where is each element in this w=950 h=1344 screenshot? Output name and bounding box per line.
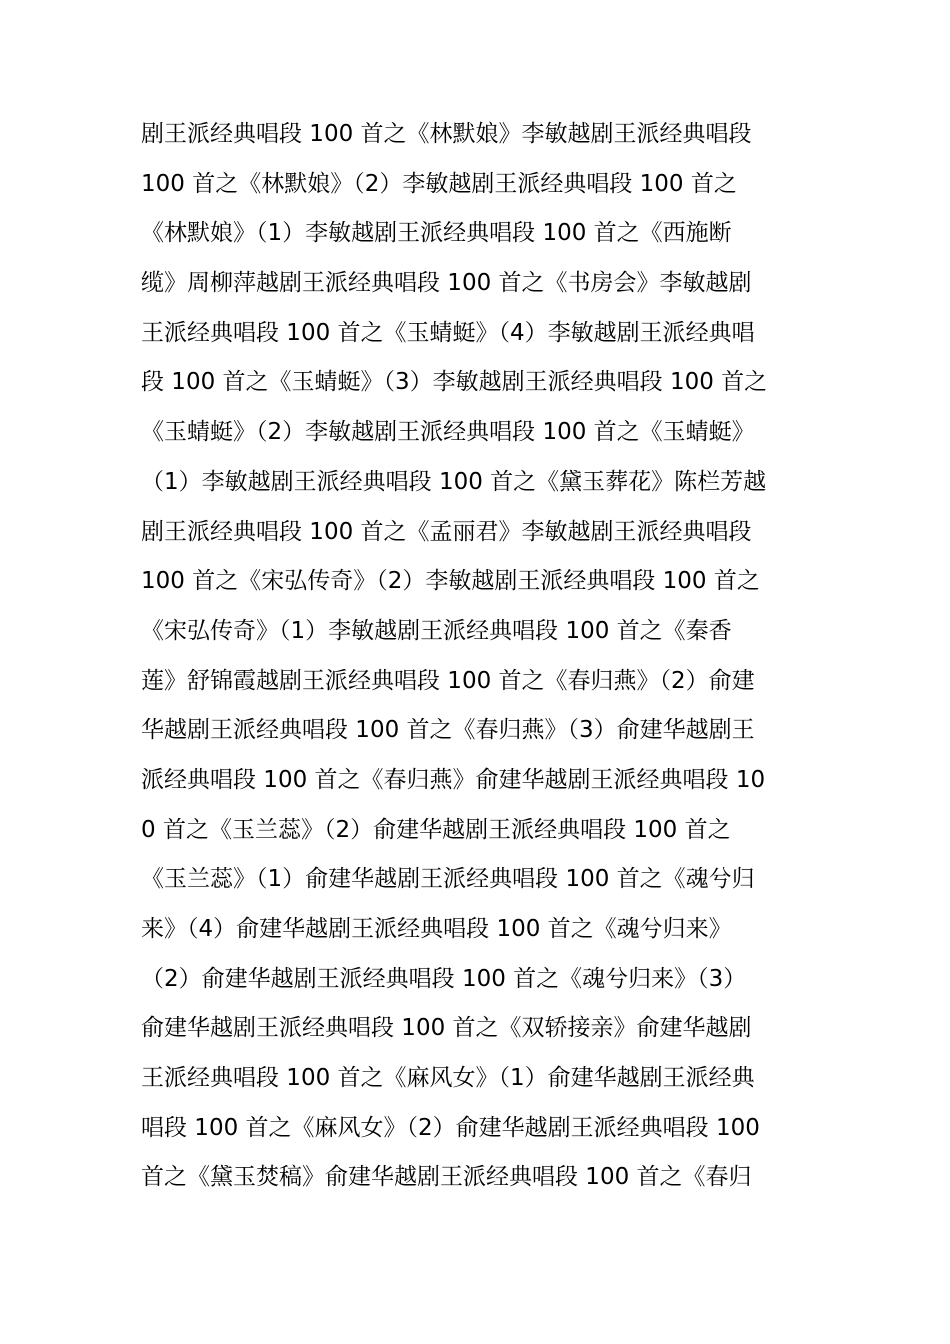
text-line: 缆》周柳萍越剧王派经典唱段 100 首之《书房会》李敏越剧: [141, 270, 752, 297]
text-line: 100 首之《林默娘》（2）李敏越剧王派经典唱段 100 首之: [141, 170, 737, 197]
text-line: 王派经典唱段 100 首之《玉蜻蜓》（4）李敏越剧王派经典唱: [141, 319, 755, 346]
text-line: 首之《黛玉焚稿》俞建华越剧王派经典唱段 100 首之《春归: [141, 1164, 752, 1191]
text-line: 《宋弘传奇》（1）李敏越剧王派经典唱段 100 首之《秦香: [141, 617, 732, 644]
body-text: [141, 110, 831, 1203]
text-line: 段 100 首之《玉蜻蜓》（3）李敏越剧王派经典唱段 100 首之: [141, 369, 768, 396]
text-line: 王派经典唱段 100 首之《麻风女》（1）俞建华越剧王派经典: [141, 1065, 755, 1092]
text-line: 剧王派经典唱段 100 首之《孟丽君》李敏越剧王派经典唱段: [141, 518, 752, 545]
text-line: 100 首之《宋弘传奇》（2）李敏越剧王派经典唱段 100 首之: [141, 568, 760, 595]
text-line: 0 首之《玉兰蕊》（2）俞建华越剧王派经典唱段 100 首之: [141, 816, 731, 843]
text-line: 华越剧王派经典唱段 100 首之《春归燕》（3）俞建华越剧王: [141, 717, 755, 744]
text-line: 来》（4）俞建华越剧王派经典唱段 100 首之《魂兮归来》: [141, 916, 732, 942]
text-line: （1）李敏越剧王派经典唱段 100 首之《黛玉葬花》陈栏芳越: [141, 468, 767, 495]
text-line: 莲》舒锦霞越剧王派经典唱段 100 首之《春归燕》（2）俞建: [141, 667, 755, 694]
text-line: 唱段 100 首之《麻风女》（2）俞建华越剧王派经典唱段 100: [141, 1114, 760, 1141]
text-line: 《玉兰蕊》（1）俞建华越剧王派经典唱段 100 首之《魂兮归: [141, 866, 755, 893]
text-line: 剧王派经典唱段 100 首之《林默娘》李敏越剧王派经典唱段: [141, 121, 752, 147]
text-line: （2）俞建华越剧王派经典唱段 100 首之《魂兮归来》（3）: [141, 965, 747, 992]
text-line: 派经典唱段 100 首之《春归燕》俞建华越剧王派经典唱段 10: [141, 766, 766, 793]
text-line: 《玉蜻蜓》（2）李敏越剧王派经典唱段 100 首之《玉蜻蜓》: [141, 419, 755, 446]
text-line: 俞建华越剧王派经典唱段 100 首之《双轿接亲》俞建华越剧: [141, 1015, 752, 1042]
text-line: 《林默娘》（1）李敏越剧王派经典唱段 100 首之《西施断: [141, 220, 732, 247]
